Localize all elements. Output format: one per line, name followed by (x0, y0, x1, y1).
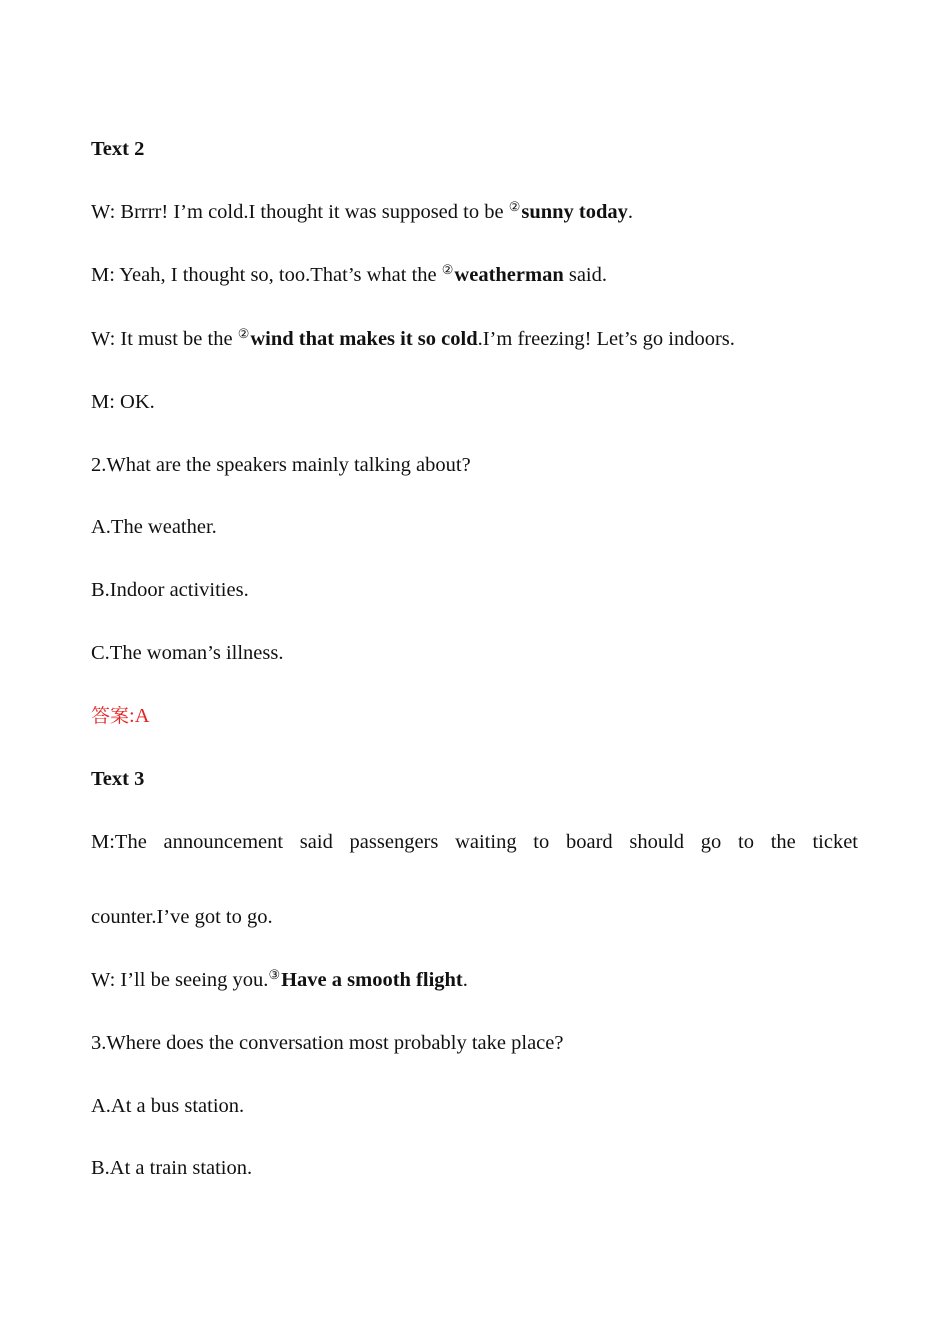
option-a: A.At a bus station. (91, 1095, 245, 1117)
note-marker: ② (441, 262, 454, 277)
answer-label: 答案 (91, 705, 130, 727)
note-marker: ③ (268, 967, 281, 982)
dialogue-line: W: It must be the ②wind that makes it so cold.I’m freezing! Let’s go indoors. (91, 326, 735, 350)
text3-heading: Text 3 (91, 768, 145, 790)
key-phrase: weatherman (454, 264, 564, 286)
dialogue-line-continued: counter.I’ve got to go. (91, 906, 273, 928)
dialogue-line: W: Brrrr! I’m cold.I thought it was supposed to be ②sunny today. (91, 199, 634, 223)
dialogue-line: M:The announcement said passengers waiting to board should go to the ticket (91, 831, 858, 853)
option-a: A.The weather. (91, 516, 217, 538)
note-marker: ② (237, 326, 250, 341)
note-marker: ② (508, 199, 521, 214)
answer (91, 703, 150, 729)
dialogue-line: M: OK. (91, 391, 155, 413)
option-b: B.At a train station. (91, 1157, 253, 1179)
dialogue-line: M: Yeah, I thought so, too.That’s what the ②weatherman said. (91, 262, 608, 286)
dialogue-line: W: I’ll be seeing you.③Have a smooth flight. (91, 967, 468, 991)
option-b: B.Indoor activities. (91, 579, 249, 601)
key-phrase: sunny today (521, 201, 628, 223)
answer-value: :A (129, 705, 150, 727)
key-phrase: wind that makes it so cold (250, 328, 478, 350)
text2-heading: Text 2 (91, 138, 145, 160)
key-phrase: Have a smooth flight (281, 969, 463, 991)
option-c: C.The woman’s illness. (91, 642, 284, 664)
question: 3.Where does the conversation most probably take place? (91, 1032, 564, 1054)
question: 2.What are the speakers mainly talking about? (91, 454, 471, 476)
